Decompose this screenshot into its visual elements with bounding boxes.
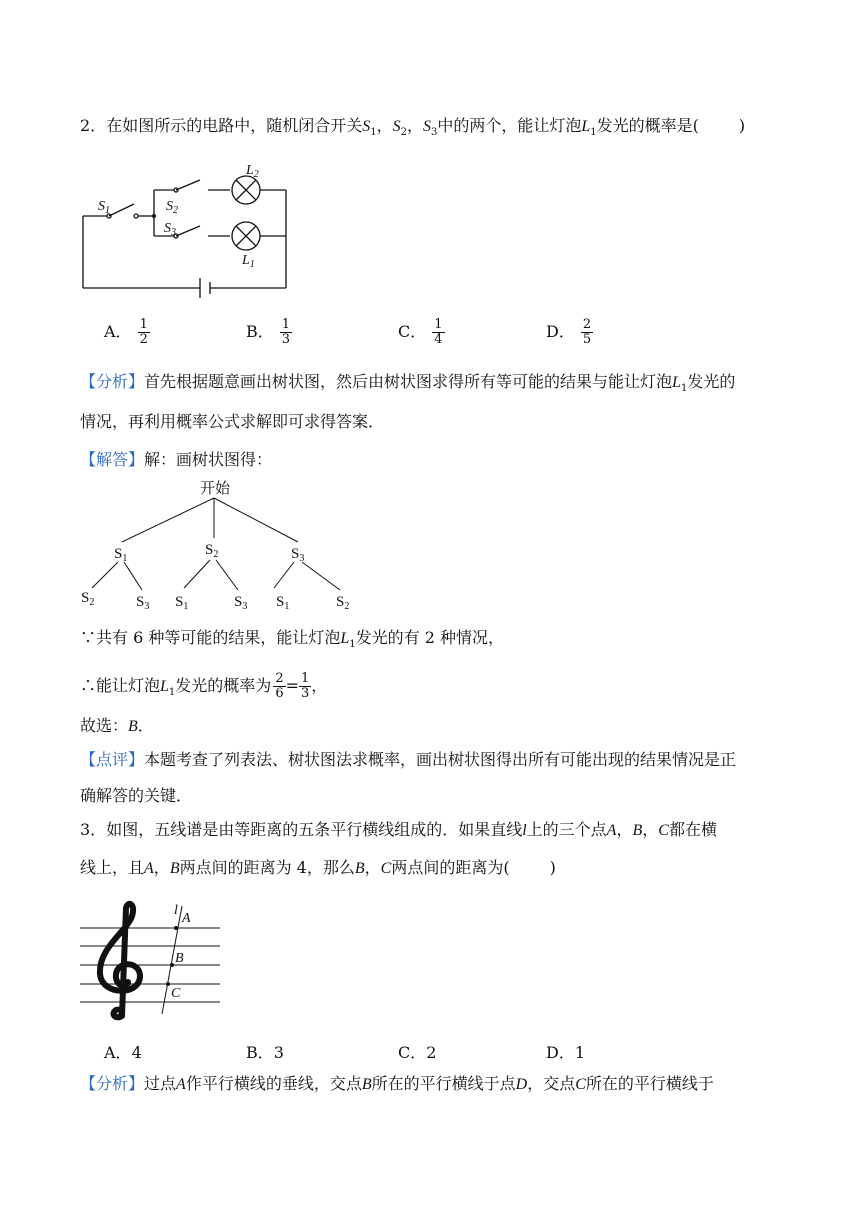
tree-l2-1: $S_2$ [81,590,95,608]
tree-l1-s1: $S_1$ [114,546,128,564]
staff-label-a: A [182,911,191,926]
label-s2: $S_2$ [166,199,178,216]
tree-l2-3: $S_1$ [175,594,189,612]
tree-l2-4: $S_3$ [234,594,248,612]
q2-therefore-line: ∴能让灯泡$L_1$发光的概率为 $\frac{2}{6}$ = $\frac{1}{3}$ ， [80,671,328,701]
label-l2: $L_2$ [246,163,259,180]
q2-option-d: D． $\frac{2}{5}$ [546,317,592,347]
q2-analysis-line1: 【分析】首先根据题意画出树状图，然后由树状图求得所有等可能的结果与能让灯泡$L_1$发光的 [80,372,736,395]
q2-analysis-line2: 情况，再利用概率公式求解即可求得答案． [80,412,385,431]
label-s1: $S_1$ [98,199,110,216]
tree-l2-2: $S_3$ [136,594,150,612]
q3-option-b: B．3 [246,1043,284,1062]
tree-l2-6: $S_2$ [336,594,350,612]
q2-because-line: ∵共有 6 种等可能的结果，能让灯泡$L_1$发光的有 2 种情况， [80,628,504,651]
staff-label-c: C [171,986,181,1001]
staff-label-l: l [174,903,178,918]
tree-l1-s3: $S_3$ [291,546,305,564]
circuit-diagram [78,160,298,300]
q3-option-a: A．4 [104,1043,142,1062]
q3-analysis-line: 【分析】过点A作平行横线的垂线，交点B所在的平行横线于点D，交点C所在的平行横线于 [80,1074,714,1093]
staff-label-b: B [175,951,184,966]
tree-l1-s2: $S_2$ [205,542,219,560]
q2-stem: 2．在如图所示的电路中，随机闭合开关$S_1$，$S_2$，$S_3$中的两个，能让灯泡$L_1$发光的概率是( ) [80,116,746,139]
q2-option-a: A． $\frac{1}{2}$ [104,317,148,347]
q2-option-c: C． $\frac{1}{4}$ [398,317,443,347]
q2-choice-line: 故选：B． [80,716,154,735]
label-l1: $L_1$ [242,253,255,270]
tree-diagram [78,476,368,616]
q3-stem-line1: 3．如图，五线谱是由等距离的五条平行横线组成的．如果直线l上的三个点A，B，C都在横 [80,820,717,839]
staff-diagram [78,898,228,1023]
q3-option-c: C．2 [398,1043,437,1062]
q3-stem-line2: 线上，且A，B两点间的距离为 4，那么B，C两点间的距离为( ) [80,858,556,877]
label-s3: $S_3$ [164,221,176,238]
treble-clef-icon [100,904,140,1017]
tree-l2-5: $S_1$ [276,594,290,612]
q3-option-d: D．1 [546,1043,586,1062]
q2-answer-line: 【解答】解：画树状图得： [80,450,273,469]
q2-option-b: B． $\frac{1}{3}$ [246,317,291,347]
tree-root: 开始 [200,481,231,497]
q2-comment-line2: 确解答的关键． [80,786,193,805]
q2-comment-line1: 【点评】本题考查了列表法、树状图法求概率，画出树状图得出所有可能出现的结果情况是正 [80,750,737,769]
